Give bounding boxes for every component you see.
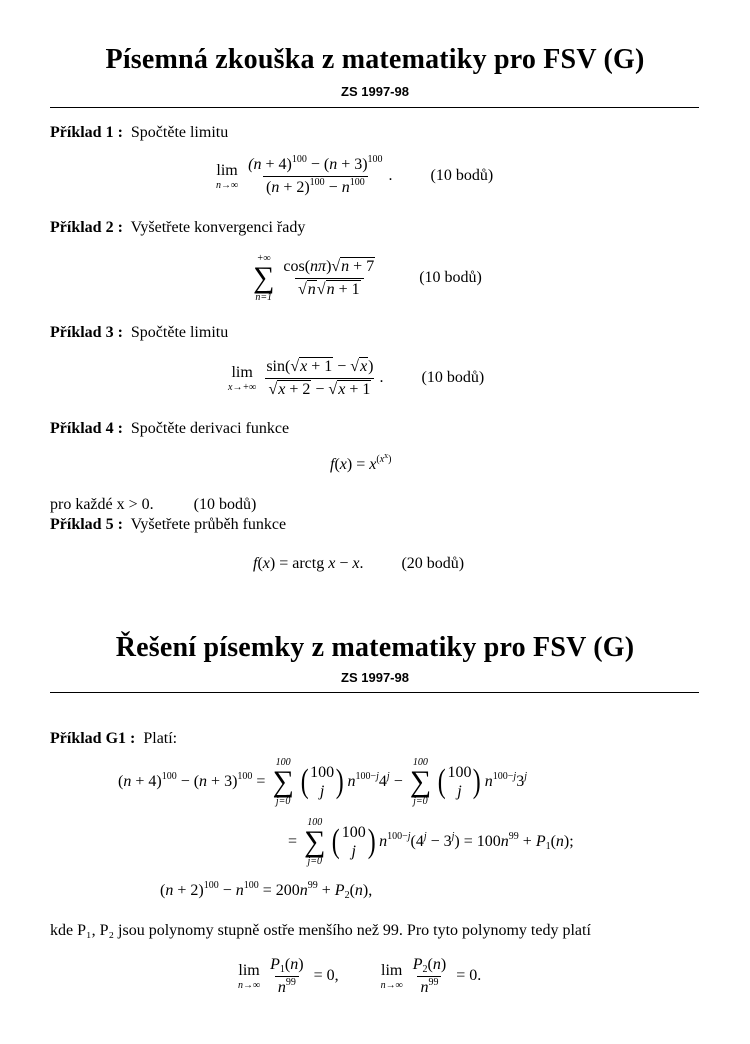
solution-eq-3: $(n + 2)^{100} - n^{100} = 200n^{99} + P_2(n)$,: [160, 880, 373, 901]
exam-divider: [50, 107, 699, 108]
problem-2-formula: +∞ ∑ n=1 $\frac{\cos(n\pi)√n + 7}{√n√n + 1}$ (10 bodů): [253, 253, 482, 303]
problem-2-label: Příklad 2 :: [50, 219, 123, 236]
problem-2-statement: [50, 219, 305, 237]
problem-5-statement: [50, 516, 286, 534]
problem-4-condition: [50, 496, 256, 514]
problem-1-points: (10 bodů): [430, 167, 494, 185]
problem-3-points: (10 bodů): [421, 369, 485, 387]
problem-3-formula: lim x→+∞ $\frac{\sin(√x + 1 - √x)}{√x + 2 - √x + 1}$ . (10 bodů): [228, 358, 485, 398]
problem-1-formula: lim n→∞ $\frac{(n + 4)^{100} - (n + 3)^{100}}{(n + 2)^{100} - n^{100}}$ . (10 bodů): [216, 154, 494, 196]
solution-conclusion: kde P₁, P₂ jsou polynomy stupně ostře menšího než 99. Pro tyto polynomy tedy platí: [50, 922, 591, 939]
solution-g1-intro: Platí:: [143, 730, 178, 747]
problem-4-after: pro každé x > 0.: [50, 496, 154, 513]
exam-subtitle: ZS 1997-98: [341, 84, 409, 99]
solution-subtitle: ZS 1997-98: [341, 670, 409, 685]
solution-eq-4: lim n→∞ $\frac{P_1(n)}{n^{99}}$ = 0, lim n→∞ $\frac{P_2(n)}{n^{99}}$ = 0.: [238, 956, 482, 996]
problem-4-text: Spočtěte derivaci funkce: [130, 420, 290, 437]
solution-g1-label: Příklad G1 :: [50, 730, 136, 747]
solution-eq-1: $(n + 4)^{100} - (n + 3)^{100}$ = 100 ∑ j=0 ( 100 j ) $n^{100-j}4^j$ − 100 ∑ j=0 ( 100 j ) $n^{100-j}3^j$: [118, 757, 527, 807]
solution-g1-statement: [50, 730, 177, 748]
solution-eq-2: = 100 ∑ j=0 ( 100 j ) $n^{100-j}(4^j - 3^j) = 100n^{99} + P_1(n)$;: [288, 817, 574, 867]
problem-2-points: (10 bodů): [419, 268, 482, 286]
problem-3-statement: [50, 324, 228, 342]
problem-1-text: Spočtěte limitu: [130, 124, 229, 141]
problem-4-label: Příklad 4 :: [50, 420, 123, 437]
solution-divider: [50, 692, 699, 693]
problem-3-text: Spočtěte limitu: [130, 324, 229, 341]
problem-5-label: Příklad 5 :: [50, 516, 123, 533]
problem-5-formula: f(x) = arctg x − x. (20 bodů): [253, 555, 465, 572]
problem-3-label: Příklad 3 :: [50, 324, 123, 341]
problem-5-text: Vyšetřete průběh funkce: [130, 516, 287, 533]
problem-1-statement: [50, 124, 228, 142]
exam-title: Písemná zkouška z matematiky pro FSV (G): [105, 44, 645, 75]
problem-4-statement: [50, 420, 289, 438]
solution-title: Řešení písemky z matematiky pro FSV (G): [115, 632, 635, 663]
problem-4-points: (10 bodů): [193, 496, 257, 513]
problem-1-label: Příklad 1 :: [50, 124, 123, 141]
problem-4-formula: $f(x) = x^{(x^x)}$: [330, 451, 392, 473]
problem-5-points: (20 bodů): [401, 555, 465, 572]
problem-2-text: Vyšetřete konvergenci řady: [130, 219, 306, 236]
